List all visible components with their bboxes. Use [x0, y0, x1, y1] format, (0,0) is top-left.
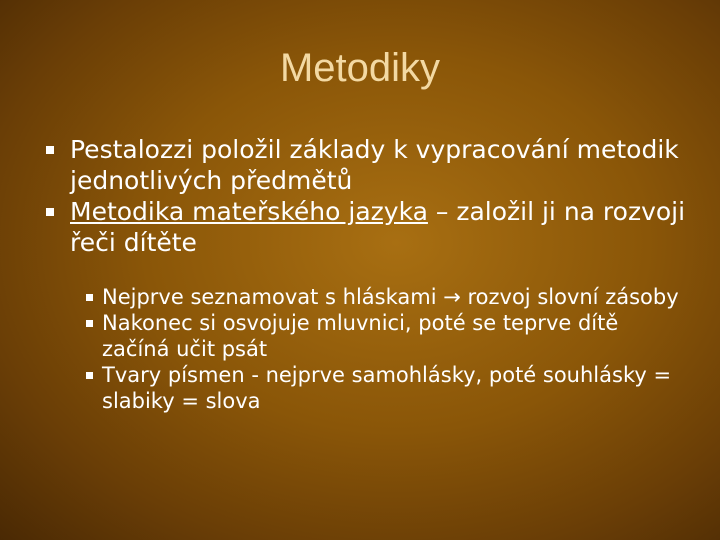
bullet-item — [46, 196, 686, 258]
square-bullet-icon — [46, 146, 54, 154]
sub-bullet-item — [86, 362, 686, 414]
sub-bullet-list — [86, 284, 686, 414]
square-bullet-icon — [86, 320, 93, 327]
sub-bullet-item — [86, 284, 686, 310]
bullet-item — [46, 134, 686, 196]
square-bullet-icon — [86, 294, 93, 301]
square-bullet-icon — [86, 372, 93, 379]
slide-title: Metodiky — [279, 46, 441, 90]
sub-bullet-text: Tvary písmen - nejprve samohlásky, poté souhlásky = slabiky = slova — [102, 363, 672, 413]
bullet-text: Pestalozzi položil základy k vypracování metodik jednotlivých předmětů — [70, 135, 679, 195]
bullet-underlined-text: Metodika mateřského jazyka — [70, 197, 428, 226]
square-bullet-icon — [46, 208, 54, 216]
sub-bullet-text: Nejprve seznamovat s hláskami → rozvoj slovní zásoby — [102, 285, 679, 309]
bullet-text: – založil ji na rozvoji řeči dítěte — [70, 197, 686, 257]
sub-bullet-item — [86, 310, 686, 362]
main-bullet-list — [46, 134, 686, 258]
sub-bullet-text: Nakonec si osvojuje mluvnici, poté se teprve dítě začíná učit psát — [102, 311, 619, 361]
